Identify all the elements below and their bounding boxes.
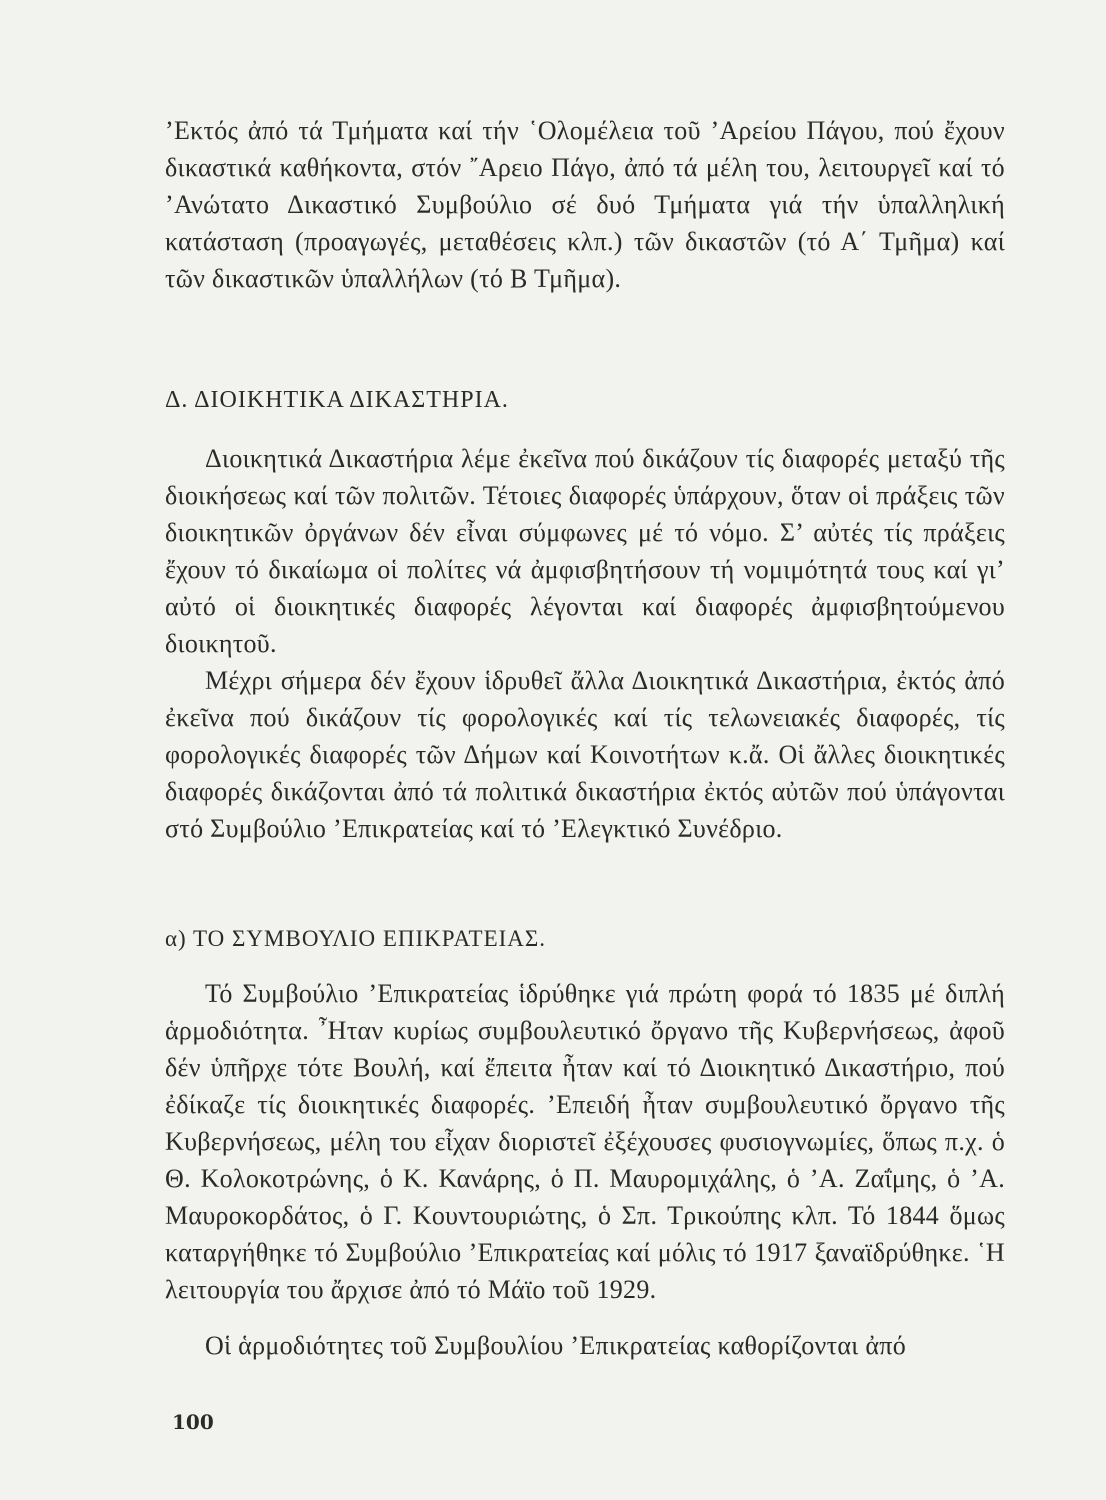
- subsection-heading-council-of-state: α) ΤΟ ΣΥΜΒΟΥΛΙΟ ΕΠΙΚΡΑΤΕΙΑΣ.: [165, 926, 547, 951]
- paragraph-areopagus: ’Εκτός ἀπό τά Τμήματα καί τήν ῾Ολομέλεια τοῦ ’Αρείου Πάγου, πού ἔχουν δικαστικά καθήκοντα, στόν ῎Αρειο Πάγο, ἀπό τά μέλη του, λειτουργεῖ καί τό ’Ανώτατο Δικαστικό Συμβούλιο σέ δυό Τμήματα γιά τήν ὑπαλληλική κατάσταση (προαγωγές, μεταθέσεις κλπ.) τῶν δικαστῶν (τό Α΄ Τμῆμα) καί τῶν δικαστικῶν ὑπαλλήλων (τό Β Τμῆμα).: [165, 116, 1005, 293]
- section-heading-administrative-courts: Δ. ΔΙΟΙΚΗΤΙΚΑ ΔΙΚΑΣΤΗΡΙΑ.: [165, 387, 509, 413]
- paragraph-council-powers: Οἱ ἁρμοδιότητες τοῦ Συμβουλίου ’Επικρατείας καθορίζονται ἀπό: [205, 1331, 907, 1360]
- page-number: 100: [172, 1410, 214, 1434]
- paragraph-council-history: Τό Συμβούλιο ’Επικρατείας ἱδρύθηκε γιά πρώτη φορά τό 1835 μέ διπλή ἁρμοδιότητα. ῏Ηταν κυρίως συμβουλευτικό ὄργανο τῆς Κυβερνήσεως, ἀφοῦ δέν ὑπῆρχε τότε Βουλή, καί ἔπειτα ἦταν καί τό Διοικητικό Δικαστήριο, πού ἐδίκαζε τίς διοικητικές διαφορές. ’Επειδή ἦταν συμβουλευτικό ὄργανο τῆς Κυβερνήσεως, μέλη του εἶχαν διοριστεῖ ἐξέχουσες φυσιογνωμίες, ὅπως π.χ. ὁ Θ. Κολοκοτρώνης, ὁ Κ. Κανάρης, ὁ Π. Μαυρομιχάλης, ὁ ’Α. Ζαΐμης, ὁ ’Α. Μαυροκορδάτος, ὁ Γ. Κουντουριώτης, ὁ Σπ. Τρικούπης κλπ. Τό 1844 ὅμως καταργήθηκε τό Συμβούλιο ’Επικρατείας καί μόλις τό 1917 ξαναϊδρύθηκε. ῾Η λειτουργία του ἄρχισε ἀπό τό Μάϊο τοῦ 1929.: [165, 979, 1005, 1304]
- paragraph-administrative-courts-today: Μέχρι σήμερα δέν ἔχουν ἱδρυθεῖ ἄλλα Διοικητικά Δικαστήρια, ἐκτός ἀπό ἐκεῖνα πού δικάζουν τίς φορολογικές καί τίς τελωνειακές διαφορές, τίς φορολογικές διαφορές τῶν Δήμων καί Κοινοτήτων κ.ἄ. Οἱ ἄλλες διοικητικές διαφορές δικάζονται ἀπό τά πολιτικά δικαστήρια ἐκτός αὐτῶν πού ὑπάγονται στό Συμβούλιο ’Επικρατείας καί τό ’Ελεγκτικό Συνέδριο.: [165, 666, 1005, 843]
- paragraph-administrative-courts-intro: Διοικητικά Δικαστήρια λέμε ἐκεῖνα πού δικάζουν τίς διαφορές μεταξύ τῆς διοικήσεως καί τῶν πολιτῶν. Τέτοιες διαφορές ὑπάρχουν, ὅταν οἱ πράξεις τῶν διοικητικῶν ὀργάνων δέν εἶναι σύμφωνες μέ τό νόμο. Σ’ αὐτές τίς πράξεις ἔχουν τό δικαίωμα οἱ πολίτες νά ἀμφισβητήσουν τή νομιμότητά τους καί γι’ αὐτό οἱ διοικητικές διαφορές λέγονται καί διαφορές ἀμφισβητούμενου διοικητοῦ.: [165, 444, 1005, 658]
